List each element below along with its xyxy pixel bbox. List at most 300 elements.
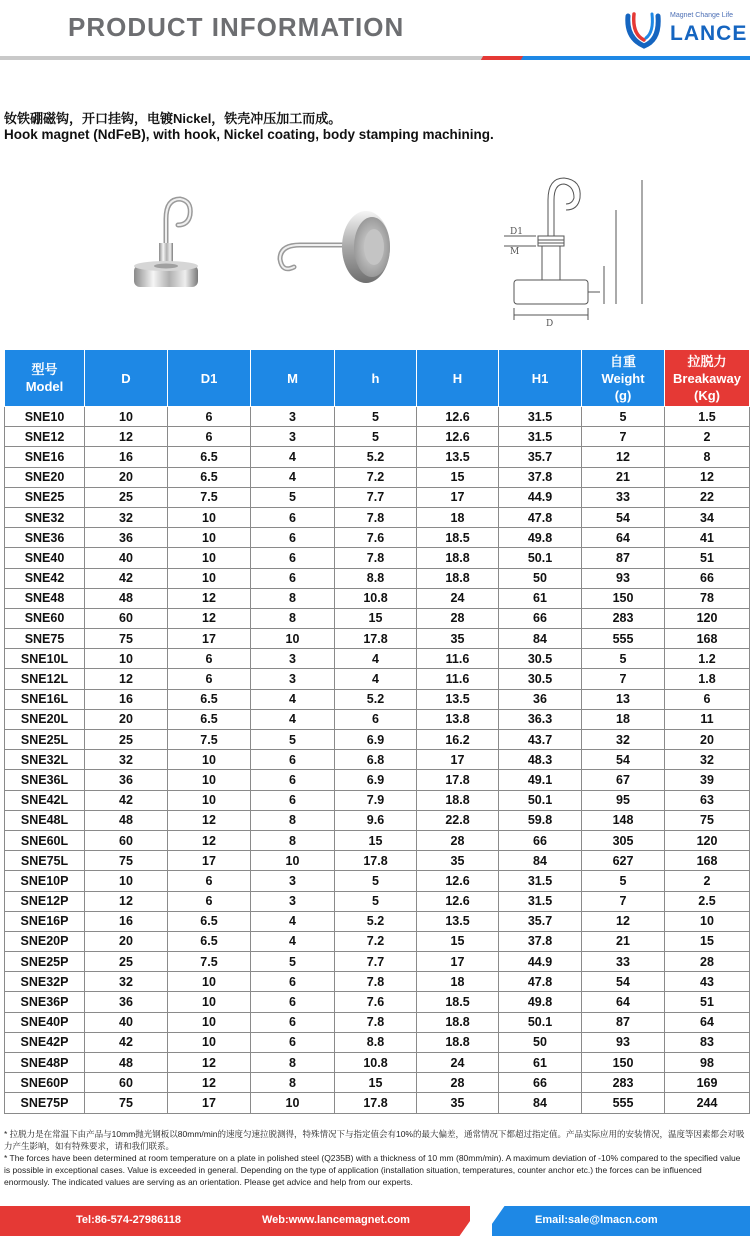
table-row — [5, 649, 750, 669]
table-cell: 21 — [582, 467, 665, 487]
model-cell: SNE16 — [5, 447, 85, 467]
table-cell: 66 — [499, 608, 582, 628]
table-cell: 78 — [665, 588, 750, 608]
table-cell: 54 — [582, 972, 665, 992]
table-cell: 66 — [499, 1073, 582, 1093]
table-cell: 43.7 — [499, 730, 582, 750]
table-cell: 16.2 — [417, 730, 499, 750]
table-row — [5, 568, 750, 588]
table-cell: 12 — [582, 447, 665, 467]
table-cell: 67 — [582, 770, 665, 790]
model-cell: SNE48 — [5, 588, 85, 608]
table-cell: 30.5 — [499, 649, 582, 669]
table-cell: 24 — [417, 1053, 499, 1073]
table-cell: 15 — [417, 467, 499, 487]
table-row — [5, 790, 750, 810]
table-cell: 4 — [251, 931, 335, 951]
model-cell: SNE48P — [5, 1053, 85, 1073]
table-cell: 44.9 — [499, 487, 582, 507]
model-cell: SNE20P — [5, 931, 85, 951]
table-cell: 36 — [85, 770, 168, 790]
model-cell: SNE75L — [5, 851, 85, 871]
table-cell: 10 — [168, 507, 251, 527]
table-cell: 7.7 — [335, 952, 417, 972]
table-cell: 18 — [417, 972, 499, 992]
table-cell: 21 — [582, 931, 665, 951]
model-cell: SNE42L — [5, 790, 85, 810]
table-cell: 6 — [168, 407, 251, 427]
table-cell: 12 — [85, 427, 168, 447]
table-row — [5, 972, 750, 992]
table-cell: 10 — [168, 790, 251, 810]
table-cell: 60 — [85, 830, 168, 850]
table-cell: 8 — [251, 608, 335, 628]
table-cell: 7.8 — [335, 972, 417, 992]
table-cell: 12.6 — [417, 427, 499, 447]
model-cell: SNE16L — [5, 689, 85, 709]
table-cell: 35 — [417, 851, 499, 871]
table-cell: 3 — [251, 891, 335, 911]
table-cell: 6.5 — [168, 931, 251, 951]
table-cell: 7.5 — [168, 730, 251, 750]
table-cell: 10 — [168, 770, 251, 790]
table-cell: 50.1 — [499, 548, 582, 568]
table-cell: 7.6 — [335, 992, 417, 1012]
table-cell: 10 — [85, 871, 168, 891]
table-cell: 283 — [582, 608, 665, 628]
header-weight: 自重 Weight (g) — [582, 350, 665, 407]
table-cell: 17 — [417, 952, 499, 972]
table-cell: 3 — [251, 871, 335, 891]
table-cell: 42 — [85, 1032, 168, 1052]
table-cell: 555 — [582, 1093, 665, 1113]
table-cell: 5 — [335, 871, 417, 891]
table-cell: 83 — [665, 1032, 750, 1052]
table-cell: 87 — [582, 1012, 665, 1032]
table-cell: 5.2 — [335, 689, 417, 709]
table-row — [5, 588, 750, 608]
table-row — [5, 1073, 750, 1093]
page-footer — [0, 1206, 750, 1236]
table-row — [5, 507, 750, 527]
table-cell: 7 — [582, 427, 665, 447]
table-cell: 120 — [665, 830, 750, 850]
table-cell: 17.8 — [335, 629, 417, 649]
table-cell: 12 — [168, 608, 251, 628]
table-cell: 15 — [335, 830, 417, 850]
table-cell: 5.2 — [335, 447, 417, 467]
table-cell: 6 — [168, 427, 251, 447]
table-cell: 42 — [85, 790, 168, 810]
table-cell: 10 — [251, 629, 335, 649]
table-cell: 10 — [168, 1032, 251, 1052]
table-cell: 5 — [251, 952, 335, 972]
table-cell: 6 — [168, 891, 251, 911]
table-row — [5, 608, 750, 628]
table-cell: 10 — [168, 568, 251, 588]
table-row — [5, 407, 750, 427]
table-cell: 17.8 — [417, 770, 499, 790]
table-cell: 10.8 — [335, 588, 417, 608]
model-cell: SNE12L — [5, 669, 85, 689]
table-cell: 48 — [85, 810, 168, 830]
table-cell: 18.8 — [417, 568, 499, 588]
table-cell: 7 — [582, 891, 665, 911]
table-cell: 12.6 — [417, 407, 499, 427]
table-cell: 31.5 — [499, 427, 582, 447]
table-cell: 50.1 — [499, 1012, 582, 1032]
drawing-label-m: M — [510, 247, 520, 257]
table-cell: 61 — [499, 588, 582, 608]
table-cell: 75 — [665, 810, 750, 830]
table-cell: 12 — [168, 1053, 251, 1073]
table-cell: 7.2 — [335, 931, 417, 951]
footer-website: Web:www.lancemagnet.com — [262, 1214, 410, 1226]
table-cell: 10 — [168, 548, 251, 568]
page-header — [0, 0, 750, 60]
table-cell: 35.7 — [499, 447, 582, 467]
header-d: D — [85, 350, 168, 407]
header-h-large: H — [417, 350, 499, 407]
model-cell: SNE16P — [5, 911, 85, 931]
table-cell: 1.5 — [665, 407, 750, 427]
table-cell: 3 — [251, 427, 335, 447]
table-cell: 20 — [85, 931, 168, 951]
table-cell: 15 — [417, 931, 499, 951]
table-cell: 87 — [582, 548, 665, 568]
table-cell: 18.8 — [417, 1012, 499, 1032]
table-cell: 2.5 — [665, 891, 750, 911]
table-cell: 6.8 — [335, 750, 417, 770]
brand-name: LANCE — [670, 22, 748, 45]
table-cell: 30.5 — [499, 669, 582, 689]
table-cell: 12 — [168, 830, 251, 850]
table-cell: 5 — [251, 730, 335, 750]
table-cell: 3 — [251, 407, 335, 427]
table-cell: 6 — [251, 790, 335, 810]
table-row — [5, 1012, 750, 1032]
table-row — [5, 891, 750, 911]
table-cell: 17 — [417, 487, 499, 507]
table-row — [5, 911, 750, 931]
table-cell: 75 — [85, 851, 168, 871]
table-cell: 5 — [335, 407, 417, 427]
table-cell: 244 — [665, 1093, 750, 1113]
table-cell: 8 — [665, 447, 750, 467]
table-cell: 36 — [85, 528, 168, 548]
table-cell: 84 — [499, 629, 582, 649]
table-cell: 31.5 — [499, 891, 582, 911]
table-row — [5, 548, 750, 568]
table-cell: 8 — [251, 830, 335, 850]
table-cell: 42 — [85, 568, 168, 588]
table-cell: 6 — [168, 871, 251, 891]
table-cell: 1.2 — [665, 649, 750, 669]
table-cell: 6 — [251, 1012, 335, 1032]
table-cell: 148 — [582, 810, 665, 830]
table-cell: 12 — [168, 588, 251, 608]
table-cell: 95 — [582, 790, 665, 810]
table-cell: 11 — [665, 709, 750, 729]
table-cell: 6.5 — [168, 467, 251, 487]
table-cell: 25 — [85, 730, 168, 750]
table-cell: 5 — [582, 407, 665, 427]
table-row — [5, 669, 750, 689]
table-cell: 627 — [582, 851, 665, 871]
footnote-chinese: * 拉脱力是在常温下由产品与10mm抛光钢板以80mm/min的速度匀速拉脱测得，特殊情况下与指定值会有10%的最大偏差，通常情况下都超过指定值。产品实际应用的安装情况，温度等因素都会对吸力产生影响，如有特殊要求，请和我们联系。 — [4, 1129, 745, 1151]
table-cell: 66 — [499, 830, 582, 850]
table-cell: 10 — [85, 407, 168, 427]
table-cell: 32 — [85, 972, 168, 992]
footnote-english: * The forces have been determined at room temperature on a plate in polished steel (Q235B) with a thickness of 10 mm (80mm/min). A maximum deviation of -10% compared to the specified value is possible in exceptional cases. Value is exceeded in general. Depending on the type of application (installation situation, temperatures, counter anchor etc.) the forces can be influenced enormously. The indicated values are serving as an orientation. Please get advice and help from our experts. — [4, 1153, 741, 1187]
table-row — [5, 851, 750, 871]
table-cell: 150 — [582, 588, 665, 608]
model-cell: SNE36P — [5, 992, 85, 1012]
table-cell: 10 — [168, 528, 251, 548]
table-cell: 8 — [251, 1053, 335, 1073]
table-cell: 15 — [335, 1073, 417, 1093]
table-cell: 7.7 — [335, 487, 417, 507]
table-cell: 13 — [582, 689, 665, 709]
table-cell: 6 — [251, 507, 335, 527]
model-cell: SNE25P — [5, 952, 85, 972]
table-cell: 120 — [665, 608, 750, 628]
table-row — [5, 1053, 750, 1073]
table-cell: 16 — [85, 911, 168, 931]
table-cell: 50 — [499, 568, 582, 588]
table-cell: 4 — [251, 447, 335, 467]
model-cell: SNE32P — [5, 972, 85, 992]
model-cell: SNE42P — [5, 1032, 85, 1052]
table-cell: 11.6 — [417, 669, 499, 689]
table-cell: 4 — [251, 709, 335, 729]
table-cell: 49.8 — [499, 528, 582, 548]
table-cell: 22.8 — [417, 810, 499, 830]
table-cell: 16 — [85, 689, 168, 709]
table-cell: 37.8 — [499, 931, 582, 951]
table-row — [5, 750, 750, 770]
model-cell: SNE60L — [5, 830, 85, 850]
table-cell: 11.6 — [417, 649, 499, 669]
table-cell: 10 — [85, 649, 168, 669]
table-cell: 51 — [665, 992, 750, 1012]
table-cell: 17 — [168, 629, 251, 649]
table-cell: 8 — [251, 588, 335, 608]
table-cell: 48 — [85, 588, 168, 608]
table-cell: 51 — [665, 548, 750, 568]
table-cell: 25 — [85, 952, 168, 972]
table-cell: 35.7 — [499, 911, 582, 931]
model-cell: SNE60 — [5, 608, 85, 628]
table-cell: 33 — [582, 487, 665, 507]
table-cell: 283 — [582, 1073, 665, 1093]
table-cell: 28 — [417, 830, 499, 850]
model-cell: SNE40 — [5, 548, 85, 568]
model-cell: SNE20L — [5, 709, 85, 729]
table-cell: 64 — [582, 528, 665, 548]
table-cell: 34 — [665, 507, 750, 527]
table-cell: 7.8 — [335, 1012, 417, 1032]
table-cell: 6.5 — [168, 709, 251, 729]
brand-tagline: Magnet Change Life — [670, 12, 734, 19]
table-cell: 10 — [168, 992, 251, 1012]
table-cell: 5.2 — [335, 911, 417, 931]
table-cell: 47.8 — [499, 507, 582, 527]
table-cell: 36.3 — [499, 709, 582, 729]
table-row — [5, 830, 750, 850]
model-cell: SNE36 — [5, 528, 85, 548]
table-cell: 20 — [85, 709, 168, 729]
table-cell: 22 — [665, 487, 750, 507]
table-cell: 18.8 — [417, 548, 499, 568]
table-cell: 35 — [417, 1093, 499, 1113]
table-cell: 48.3 — [499, 750, 582, 770]
table-cell: 7.9 — [335, 790, 417, 810]
table-cell: 6.5 — [168, 911, 251, 931]
table-cell: 28 — [417, 608, 499, 628]
table-cell: 8.8 — [335, 1032, 417, 1052]
table-cell: 20 — [85, 467, 168, 487]
model-cell: SNE40P — [5, 1012, 85, 1032]
header-model: 型号 Model — [5, 350, 85, 407]
table-cell: 12 — [85, 891, 168, 911]
table-cell: 13.5 — [417, 911, 499, 931]
table-cell: 15 — [665, 931, 750, 951]
table-cell: 32 — [582, 730, 665, 750]
table-cell: 10 — [665, 911, 750, 931]
table-cell: 6 — [251, 528, 335, 548]
footer-email: Email:sale@lmacn.com — [535, 1214, 658, 1226]
table-cell: 4 — [251, 911, 335, 931]
table-cell: 4 — [251, 689, 335, 709]
table-cell: 10 — [168, 1012, 251, 1032]
table-cell: 13.8 — [417, 709, 499, 729]
table-cell: 4 — [251, 467, 335, 487]
model-cell: SNE25 — [5, 487, 85, 507]
table-cell: 47.8 — [499, 972, 582, 992]
header-h-small: h — [335, 350, 417, 407]
table-cell: 50 — [499, 1032, 582, 1052]
table-row — [5, 709, 750, 729]
model-cell: SNE48L — [5, 810, 85, 830]
table-cell: 2 — [665, 427, 750, 447]
model-cell: SNE36L — [5, 770, 85, 790]
table-row — [5, 427, 750, 447]
table-row — [5, 1032, 750, 1052]
model-cell: SNE12P — [5, 891, 85, 911]
table-cell: 7 — [582, 669, 665, 689]
table-cell: 18 — [417, 507, 499, 527]
header-m: M — [251, 350, 335, 407]
table-cell: 93 — [582, 1032, 665, 1052]
description-chinese: 钕铁硼磁钩，开口挂钩，电镀Nickel，铁壳冲压加工而成。 — [4, 111, 342, 126]
table-cell: 9.6 — [335, 810, 417, 830]
table-cell: 10 — [251, 851, 335, 871]
table-cell: 33 — [582, 952, 665, 972]
table-cell: 169 — [665, 1073, 750, 1093]
table-cell: 36 — [85, 992, 168, 1012]
table-cell: 39 — [665, 770, 750, 790]
table-cell: 60 — [85, 1073, 168, 1093]
table-cell: 54 — [582, 507, 665, 527]
table-cell: 6.9 — [335, 730, 417, 750]
description-english: Hook magnet (NdFeB), with hook, Nickel coating, body stamping machining. — [4, 127, 494, 142]
table-row — [5, 1093, 750, 1113]
table-cell: 3 — [251, 649, 335, 669]
model-cell: SNE42 — [5, 568, 85, 588]
table-cell: 13.5 — [417, 689, 499, 709]
table-row — [5, 931, 750, 951]
table-cell: 6 — [251, 750, 335, 770]
model-cell: SNE10L — [5, 649, 85, 669]
table-cell: 7.8 — [335, 507, 417, 527]
header-h1: H1 — [499, 350, 582, 407]
table-cell: 18.8 — [417, 1032, 499, 1052]
page-title: PRODUCT INFORMATION — [68, 12, 405, 42]
table-cell: 12 — [665, 467, 750, 487]
table-cell: 6 — [168, 669, 251, 689]
table-cell: 1.8 — [665, 669, 750, 689]
model-cell: SNE10P — [5, 871, 85, 891]
table-cell: 32 — [85, 507, 168, 527]
table-row — [5, 689, 750, 709]
table-cell: 64 — [582, 992, 665, 1012]
header-divider — [0, 56, 750, 60]
table-cell: 10.8 — [335, 1053, 417, 1073]
table-cell: 17.8 — [335, 851, 417, 871]
header-d1: D1 — [168, 350, 251, 407]
footnote — [4, 1128, 746, 1188]
brand-logo — [622, 8, 746, 52]
table-row — [5, 810, 750, 830]
table-cell: 17.8 — [335, 1093, 417, 1113]
table-cell: 8.8 — [335, 568, 417, 588]
model-cell: SNE20 — [5, 467, 85, 487]
table-cell: 18.5 — [417, 528, 499, 548]
model-cell: SNE60P — [5, 1073, 85, 1093]
table-cell: 6 — [335, 709, 417, 729]
table-cell: 36 — [499, 689, 582, 709]
table-cell: 16 — [85, 447, 168, 467]
table-cell: 18.5 — [417, 992, 499, 1012]
table-cell: 35 — [417, 629, 499, 649]
lance-logo-icon — [622, 8, 668, 52]
table-cell: 305 — [582, 830, 665, 850]
drawing-label-d1: D1 — [510, 227, 523, 237]
table-cell: 6 — [251, 972, 335, 992]
model-cell: SNE75P — [5, 1093, 85, 1113]
table-row — [5, 447, 750, 467]
table-cell: 25 — [85, 487, 168, 507]
table-cell: 7.2 — [335, 467, 417, 487]
table-cell: 6 — [251, 992, 335, 1012]
table-cell: 4 — [335, 669, 417, 689]
table-cell: 12.6 — [417, 891, 499, 911]
table-cell: 32 — [665, 750, 750, 770]
table-cell: 44.9 — [499, 952, 582, 972]
table-header-row — [5, 350, 750, 407]
table-cell: 7.6 — [335, 528, 417, 548]
drawing-label-d: D — [546, 319, 554, 329]
table-row — [5, 730, 750, 750]
table-cell: 54 — [582, 750, 665, 770]
table-cell: 31.5 — [499, 407, 582, 427]
table-cell: 37.8 — [499, 467, 582, 487]
table-cell: 5 — [335, 891, 417, 911]
model-cell: SNE12 — [5, 427, 85, 447]
model-cell: SNE75 — [5, 629, 85, 649]
technical-drawing — [496, 170, 656, 330]
